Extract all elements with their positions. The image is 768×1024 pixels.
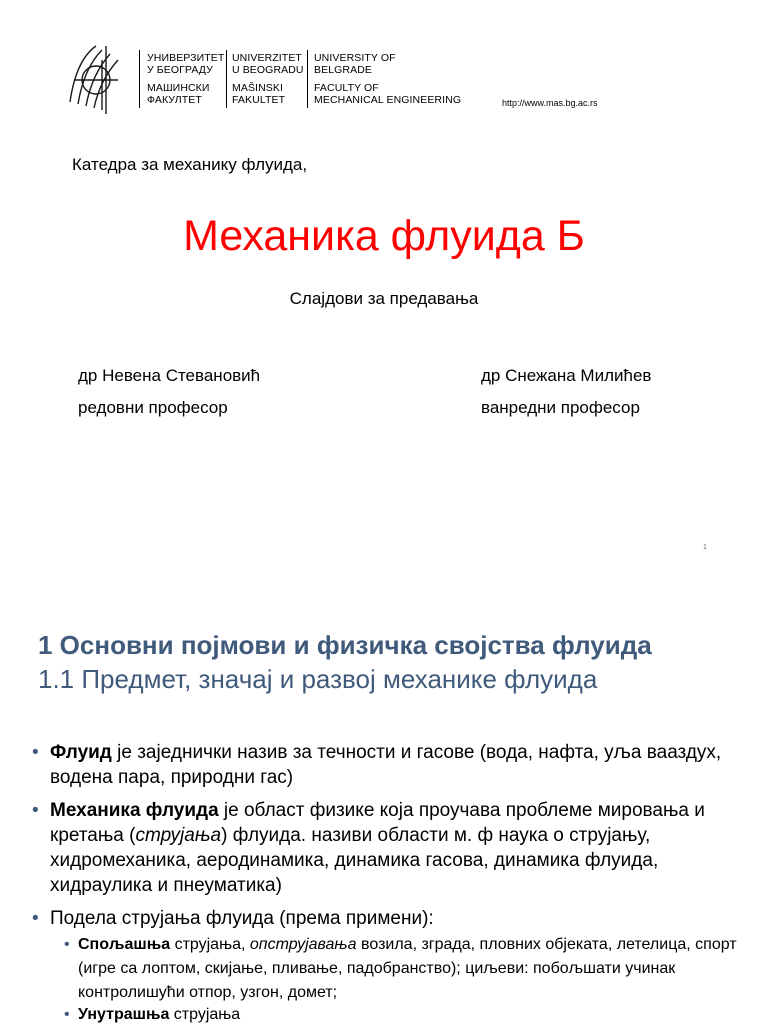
- header-text: FAKULTET: [232, 94, 286, 106]
- term: Флуид: [50, 742, 112, 763]
- slide-heading: 1 Основни појмови и физичка својства флуида: [38, 630, 652, 660]
- sub-list-item: [28, 1003, 758, 1024]
- header-text: UNIVERSITY OF: [314, 52, 396, 64]
- bullet-icon: •: [32, 908, 39, 929]
- term: Механика флуида: [50, 800, 219, 821]
- sub-list-item: [28, 933, 758, 1005]
- website-link[interactable]: http://www.mas.bg.ac.rs: [502, 98, 598, 108]
- author-role: ванредни професор: [481, 398, 640, 417]
- header-text: MAŠINSKI: [232, 82, 283, 94]
- header-text: МАШИНСКИ: [147, 82, 210, 94]
- author-role: редовни професор: [78, 398, 228, 417]
- university-name-latin: [232, 52, 304, 106]
- header-text: У БЕОГРАДУ: [147, 64, 213, 76]
- faculty-logo-icon: [66, 40, 126, 116]
- definition: ) флуида. називи области м. ф наука о струјању, хидромеханика, аеродинамика, динамика гасова, динамика флуида, хидраулика и пнеуматика): [50, 825, 659, 896]
- bullet-icon: •: [64, 936, 70, 953]
- list-item: [28, 906, 758, 931]
- bullet-icon: •: [64, 1006, 70, 1023]
- page-number: 1: [703, 544, 707, 551]
- definition: возила, зграда, пловних објеката, летелица, спорт (игре са лоптом, скијање, пливање, падобранство); циљеви: побољшати учинак контролишући отпор, узгон, домет;: [78, 936, 737, 1001]
- header-text: MECHANICAL ENGINEERING: [314, 94, 462, 106]
- term: Спољашња: [78, 936, 171, 953]
- bullet-icon: •: [32, 742, 39, 763]
- course-title: Механика флуида Б: [183, 212, 585, 260]
- definition: струјања,: [170, 936, 250, 953]
- course-subtitle: Слајдови за предавања: [289, 289, 479, 308]
- bullet-icon: •: [32, 800, 39, 821]
- emphasis: опструјавања: [249, 936, 357, 953]
- author-1: [78, 360, 260, 424]
- header-text: FACULTY OF: [314, 82, 379, 94]
- author-name: др Невена Стевановић: [78, 366, 261, 385]
- term: Унутрашња: [78, 1006, 170, 1023]
- header-text: BELGRADE: [314, 64, 372, 76]
- header-text: U BEOGRADU: [232, 64, 304, 76]
- definition: је област физике која проучава проблеме мировања и кретања (: [50, 800, 705, 846]
- content-slide: [0, 590, 768, 1024]
- list-item: [28, 740, 758, 790]
- definition: струјања: [169, 1006, 241, 1023]
- divider: [226, 50, 227, 108]
- list-text: Подела струјања флуида (према примени):: [50, 908, 434, 929]
- slide-subheading: 1.1 Предмет, значај и развој механике флуида: [38, 664, 598, 694]
- emphasis: струјања: [135, 825, 222, 846]
- list-item: [28, 798, 758, 898]
- header-text: ФАКУЛТЕТ: [147, 94, 202, 106]
- divider: [307, 50, 308, 108]
- header-text: УНИВЕРЗИТЕТ: [147, 52, 225, 64]
- author-2: [481, 360, 651, 424]
- university-name-english: [314, 52, 461, 106]
- definition: је заједнички назив за течности и гасове (вода, нафта, уља вааздух, водена пара, природни гас): [50, 742, 722, 788]
- bullet-list: [28, 740, 758, 1024]
- header-text: UNIVERZITET: [232, 52, 302, 64]
- university-name-cyrillic: [147, 52, 224, 106]
- divider: [139, 50, 140, 108]
- author-name: др Снежана Милићев: [481, 366, 652, 385]
- department-name: Катедра за механику флуида,: [72, 155, 308, 174]
